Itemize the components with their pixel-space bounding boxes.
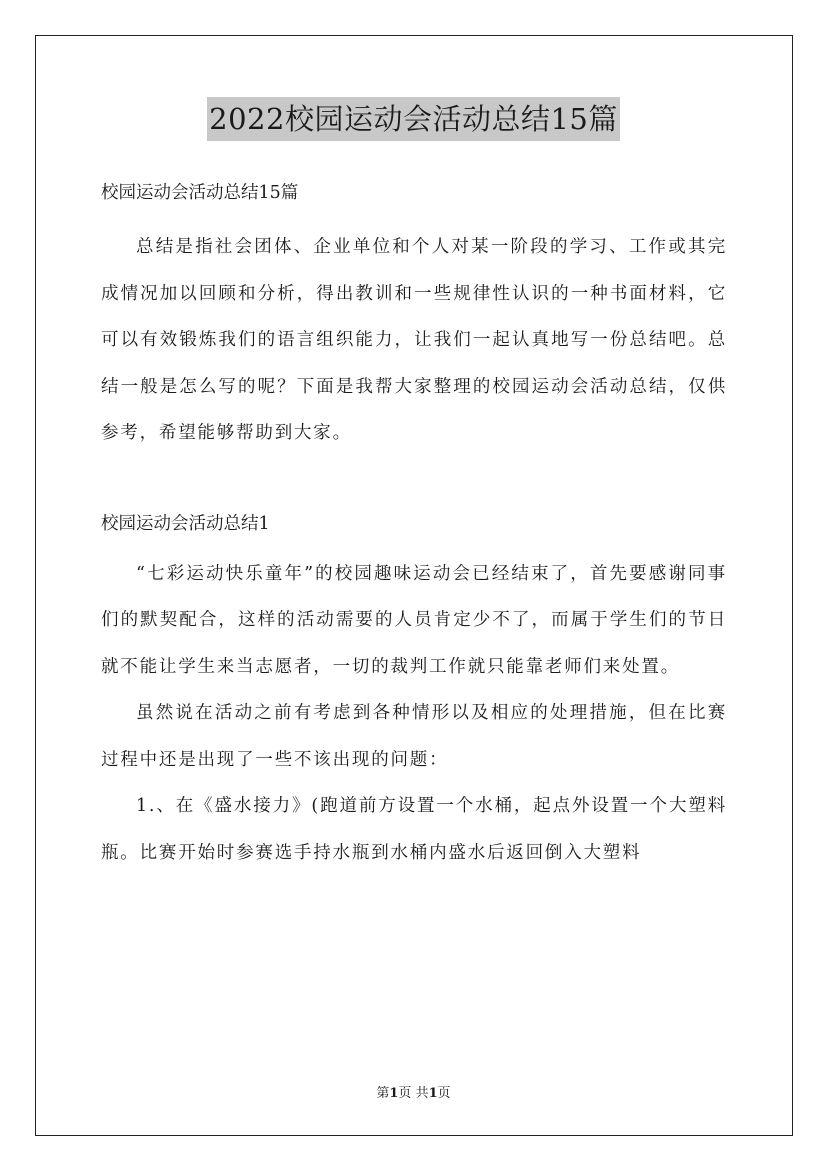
footer-prefix: 第	[376, 1086, 390, 1101]
body-paragraph: “七彩运动快乐童年”的校园趣味运动会已经结束了，首先要感谢同事们的默契配合，这样的活动需要的人员肯定少不了，而属于学生们的节日就不能让学生来当志愿者，一切的裁判工作就只能靠老师们来处置。	[101, 563, 727, 677]
section-heading: 校园运动会活动总结1	[101, 513, 270, 534]
footer-suffix: 页	[437, 1086, 451, 1101]
footer-page-number: 1	[389, 1086, 399, 1101]
title-container	[0, 97, 827, 141]
intro-paragraph: 总结是指社会团体、企业单位和个人对某一阶段的学习、工作或其完成情况加以回顾和分析，得出教训和一些规律性认识的一种书面材料，它可以有效锻炼我们的语言组织能力，让我们一起认真地写一份总结吧。总结一般是怎么写的呢？下面是我帮大家整理的校园运动会活动总结，仅供参考，希望能够帮助到大家。	[101, 237, 727, 443]
document-body	[101, 170, 727, 876]
footer-total-pages: 1	[428, 1086, 438, 1101]
document-title: 2022校园运动会活动总结15篇	[207, 97, 620, 141]
document-subtitle: 校园运动会活动总结15篇	[101, 183, 299, 203]
body-paragraph: 虽然说在活动之前有考虑到各种情形以及相应的处理措施，但在比赛过程中还是出现了一些不该出现的问题：	[101, 703, 727, 770]
body-paragraph: 1.、在《盛水接力》(跑道前方设置一个水桶，起点外设置一个大塑料瓶。比赛开始时参赛选手持水瓶到水桶内盛水后返回倒入大塑料	[101, 796, 727, 863]
footer-mid: 页 共	[398, 1086, 429, 1101]
page-footer	[0, 1082, 827, 1101]
